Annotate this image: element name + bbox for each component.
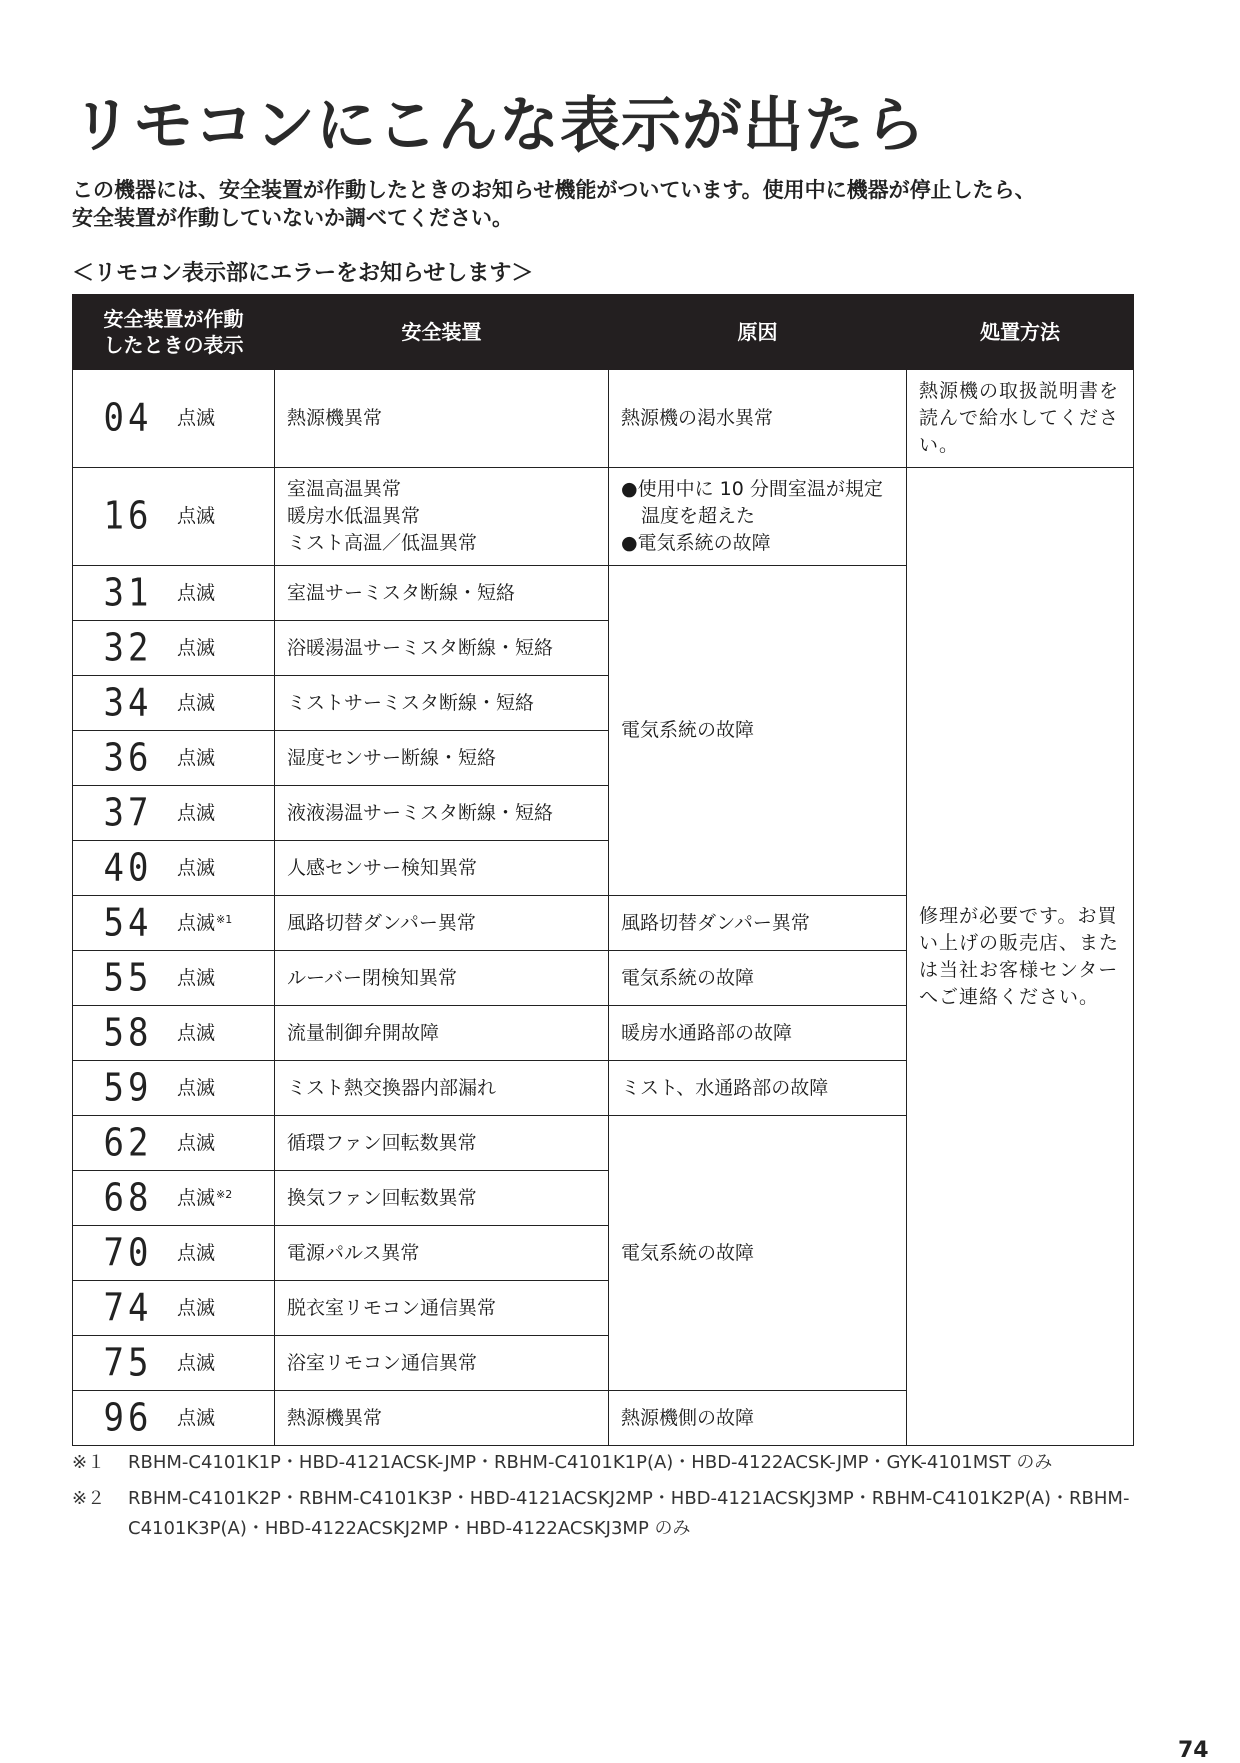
error-code: 68 bbox=[103, 1175, 153, 1220]
blink-label: 点滅 bbox=[177, 691, 216, 714]
device-label: 流量制御弁開故障 bbox=[287, 1021, 440, 1044]
footnote bbox=[72, 1484, 1142, 1544]
device-cell bbox=[275, 621, 609, 676]
cause-cell bbox=[609, 1061, 907, 1116]
device-label: 熱源機異常 bbox=[287, 407, 383, 429]
footnotes bbox=[72, 1448, 1142, 1550]
device-label: 脱衣室リモコン通信異常 bbox=[287, 1296, 497, 1319]
blink-label: 点滅 bbox=[177, 1241, 216, 1264]
cause-label: 風路切替ダンパー異常 bbox=[621, 911, 810, 934]
intro-line-2: 安全装置が作動していないか調べてください。 bbox=[72, 206, 513, 230]
display-cell bbox=[73, 1391, 275, 1446]
error-code: 37 bbox=[103, 790, 153, 835]
remedy-label: 熱源機の取扱説明書を読んで給水してください。 bbox=[919, 380, 1120, 456]
device-cell bbox=[275, 1226, 609, 1281]
device-cell bbox=[275, 468, 609, 566]
display-cell bbox=[73, 731, 275, 786]
device-cell bbox=[275, 676, 609, 731]
blink-label: 点滅 bbox=[177, 407, 216, 429]
cause-cell bbox=[609, 951, 907, 1006]
device-cell bbox=[275, 1006, 609, 1061]
blink-label: 点滅 bbox=[177, 1296, 216, 1319]
cause-label: 暖房水通路部の故障 bbox=[621, 1021, 793, 1044]
device-label: 熱源機異常 bbox=[287, 1406, 383, 1429]
footnote-reference: ※2 bbox=[216, 1187, 233, 1201]
cause-label: ●電気系統の故障 bbox=[621, 532, 771, 554]
blink-label: 点滅 bbox=[177, 1131, 216, 1154]
display-cell bbox=[73, 1226, 275, 1281]
footnote-reference: ※1 bbox=[216, 912, 233, 926]
header-remedy: 処置方法 bbox=[907, 295, 1134, 370]
device-cell bbox=[275, 1116, 609, 1171]
cause-cell bbox=[609, 566, 907, 896]
device-label: ミスト高温／低温異常 bbox=[287, 532, 478, 554]
device-cell bbox=[275, 370, 609, 468]
error-code: 32 bbox=[103, 625, 153, 670]
error-code: 55 bbox=[103, 955, 153, 1000]
table-row bbox=[73, 468, 1134, 566]
remedy-cell bbox=[907, 370, 1134, 468]
device-cell bbox=[275, 896, 609, 951]
footnote-mark: ※１ bbox=[72, 1452, 106, 1473]
blink-label: 点滅 bbox=[177, 801, 216, 824]
footnote bbox=[72, 1448, 1142, 1478]
error-code: 40 bbox=[103, 845, 153, 890]
display-cell bbox=[73, 676, 275, 731]
device-cell bbox=[275, 786, 609, 841]
error-code: 34 bbox=[103, 680, 153, 725]
error-code: 36 bbox=[103, 735, 153, 780]
device-label: 室温高温異常 bbox=[287, 478, 402, 500]
device-cell bbox=[275, 731, 609, 786]
error-code: 96 bbox=[103, 1395, 153, 1440]
device-label: 浴室リモコン通信異常 bbox=[287, 1351, 478, 1374]
cause-cell bbox=[609, 1116, 907, 1391]
display-cell bbox=[73, 1116, 275, 1171]
device-cell bbox=[275, 951, 609, 1006]
blink-label: 点滅 bbox=[177, 1021, 216, 1044]
device-label: ミストサーミスタ断線・短絡 bbox=[287, 691, 535, 714]
error-code: 54 bbox=[103, 900, 153, 945]
cause-label: 電気系統の故障 bbox=[621, 1241, 755, 1264]
cause-cell bbox=[609, 1391, 907, 1446]
display-cell bbox=[73, 1171, 275, 1226]
device-cell bbox=[275, 1281, 609, 1336]
remedy-label: 修理が必要です。お買い上げの販売店、または当社お客様センターへご連絡ください。 bbox=[919, 904, 1120, 1008]
blink-label: 点滅 bbox=[177, 856, 216, 879]
display-cell bbox=[73, 1061, 275, 1116]
display-cell bbox=[73, 841, 275, 896]
cause-label: ミスト、水通路部の故障 bbox=[621, 1076, 829, 1099]
display-cell bbox=[73, 1281, 275, 1336]
footnote-text: RBHM-C4101K1P・HBD-4121ACSK-JMP・RBHM-C4101K1P(A)・HBD-4122ACSK-JMP・GYK-4101MST のみ bbox=[128, 1452, 1053, 1473]
device-label: 人感センサー検知異常 bbox=[287, 856, 478, 879]
blink-label: 点滅 bbox=[177, 1406, 216, 1429]
display-cell bbox=[73, 566, 275, 621]
blink-label: 点滅 bbox=[177, 746, 216, 769]
error-code-table bbox=[72, 294, 1134, 1446]
device-cell bbox=[275, 1391, 609, 1446]
device-label: 浴暖湯温サーミスタ断線・短絡 bbox=[287, 636, 554, 659]
error-code: 59 bbox=[103, 1065, 153, 1110]
cause-cell bbox=[609, 1006, 907, 1061]
cause-label: 熱源機の渇水異常 bbox=[621, 407, 774, 429]
device-label: 風路切替ダンパー異常 bbox=[287, 911, 476, 934]
intro-text bbox=[72, 176, 1172, 232]
page-title: リモコンにこんな表示が出たら bbox=[72, 91, 926, 161]
device-label: 換気ファン回転数異常 bbox=[287, 1186, 477, 1209]
table-header-row bbox=[73, 295, 1134, 370]
device-label: 循環ファン回転数異常 bbox=[287, 1131, 477, 1154]
display-cell bbox=[73, 896, 275, 951]
display-cell bbox=[73, 1336, 275, 1391]
device-cell bbox=[275, 841, 609, 896]
error-code: 75 bbox=[103, 1340, 153, 1385]
display-cell bbox=[73, 786, 275, 841]
cause-label: ●使用中に 10 分間室温が規定温度を超えた bbox=[621, 478, 883, 527]
device-label: 暖房水低温異常 bbox=[287, 505, 421, 527]
blink-label: 点滅 bbox=[177, 581, 216, 604]
display-cell bbox=[73, 951, 275, 1006]
header-display bbox=[73, 295, 275, 370]
blink-label: 点滅 bbox=[177, 966, 216, 989]
error-code: 04 bbox=[103, 395, 153, 441]
blink-label: 点滅 bbox=[177, 636, 216, 659]
blink-label: 点滅 bbox=[177, 1351, 216, 1374]
error-code: 74 bbox=[103, 1285, 153, 1330]
display-cell bbox=[73, 468, 275, 566]
device-label: ルーバー閉検知異常 bbox=[287, 966, 458, 989]
error-code: 16 bbox=[103, 493, 153, 539]
blink-label: 点滅 bbox=[177, 1076, 216, 1099]
section-subheading: ＜リモコン表示部にエラーをお知らせします＞ bbox=[72, 261, 534, 286]
display-cell bbox=[73, 621, 275, 676]
device-cell bbox=[275, 566, 609, 621]
cause-cell bbox=[609, 370, 907, 468]
cause-cell bbox=[609, 468, 907, 566]
device-label: 室温サーミスタ断線・短絡 bbox=[287, 581, 516, 604]
error-code: 31 bbox=[103, 570, 153, 615]
display-cell bbox=[73, 370, 275, 468]
table-row bbox=[73, 370, 1134, 468]
footnote-text: RBHM-C4101K2P・RBHM-C4101K3P・HBD-4121ACSKJ2MP・HBD-4121ACSKJ3MP・RBHM-C4101K2P(A)・RBHM-C4101K3P(A)・HBD-4122ACSKJ2MP・HBD-4122ACSKJ3MP のみ bbox=[128, 1488, 1130, 1539]
page-number: 74 bbox=[1178, 1738, 1209, 1763]
device-cell bbox=[275, 1061, 609, 1116]
cause-label: 熱源機側の故障 bbox=[621, 1406, 755, 1429]
error-code: 58 bbox=[103, 1010, 153, 1055]
header-cause: 原因 bbox=[609, 295, 907, 370]
cause-label: 電気系統の故障 bbox=[621, 719, 755, 741]
blink-label: 点滅 bbox=[177, 911, 216, 934]
cause-label: 電気系統の故障 bbox=[621, 966, 755, 989]
error-code: 70 bbox=[103, 1230, 153, 1275]
device-label: 湿度センサー断線・短絡 bbox=[287, 746, 497, 769]
device-cell bbox=[275, 1336, 609, 1391]
display-cell bbox=[73, 1006, 275, 1061]
device-label: 液液湯温サーミスタ断線・短絡 bbox=[287, 801, 554, 824]
device-label: 電源パルス異常 bbox=[287, 1241, 420, 1264]
footnote-mark: ※２ bbox=[72, 1488, 106, 1509]
header-device: 安全装置 bbox=[275, 295, 609, 370]
blink-label: 点滅 bbox=[177, 505, 216, 527]
header-display-line-2: したときの表示 bbox=[103, 333, 244, 357]
error-code: 62 bbox=[103, 1120, 153, 1165]
blink-label: 点滅 bbox=[177, 1186, 216, 1209]
intro-line-1: この機器には、安全装置が作動したときのお知らせ機能がついています。使用中に機器が停止したら、 bbox=[72, 178, 1036, 202]
remedy-cell bbox=[907, 468, 1134, 1446]
header-display-line-1: 安全装置が作動 bbox=[103, 307, 244, 331]
device-cell bbox=[275, 1171, 609, 1226]
device-label: ミスト熱交換器内部漏れ bbox=[287, 1076, 497, 1099]
cause-cell bbox=[609, 896, 907, 951]
